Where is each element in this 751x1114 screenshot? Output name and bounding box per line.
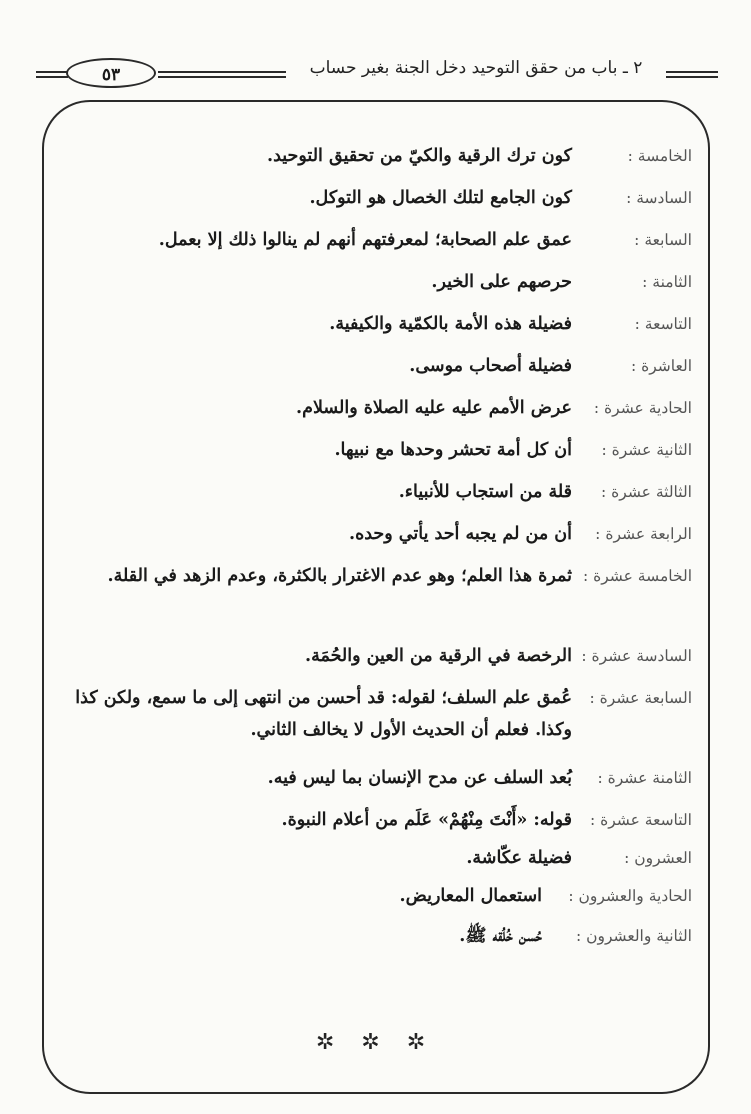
item-text: ثمرة هذا العلم؛ وهو عدم الاغترار بالكثرة، وعدم الزهد في القلة.: [107, 566, 572, 586]
item-label: العاشرة :: [631, 350, 692, 382]
item-text: كون ترك الرقية والكيّ من تحقيق التوحيد.: [267, 146, 572, 166]
section-end-ornament: ✲ ✲ ✲: [315, 1030, 436, 1055]
item-text: الرخصة في الرقية من العين والحُمَة.: [305, 646, 572, 666]
item-text: فضيلة عكّاشة.: [466, 848, 572, 868]
page-number: ٥٣: [66, 58, 156, 88]
header-rule-left: [36, 71, 68, 78]
item-text: فضيلة أصحاب موسى.: [409, 356, 572, 376]
item-label: الثانية والعشرون :: [576, 920, 692, 952]
chapter-title: ٢ ـ باب من حقق التوحيد دخل الجنة بغير حساب: [309, 58, 643, 78]
item-label: الثامنة :: [642, 266, 692, 298]
item-label: السابعة عشرة :: [589, 682, 692, 714]
item-text: كون الجامع لتلك الخصال هو التوكل.: [309, 188, 572, 208]
item-label: الرابعة عشرة :: [595, 518, 692, 550]
page-header: [0, 0, 751, 110]
item-label: العشرون :: [624, 842, 692, 874]
item-label: التاسعة عشرة :: [590, 804, 692, 836]
item-label: الخامسة عشرة :: [583, 560, 692, 592]
item-label: السادسة :: [626, 182, 692, 214]
header-rule-middle: [158, 71, 286, 78]
item-text: بُعد السلف عن مدح الإنسان بما ليس فيه.: [267, 768, 572, 788]
item-text: فضيلة هذه الأمة بالكمّية والكيفية.: [329, 314, 572, 334]
item-label: الثانية عشرة :: [601, 434, 692, 466]
item-text: قلة من استجاب للأنبياء.: [398, 482, 572, 502]
item-text: عرض الأمم عليه عليه الصلاة والسلام.: [296, 398, 572, 418]
item-label: التاسعة :: [635, 308, 692, 340]
header-rule-right: [666, 71, 718, 78]
item-text: عُمق علم السلف؛ لقوله: قد أحسن من انتهى إلى ما سمع، ولكن كذا وكذا. فعلم أن الحديث الأول لا يخالف الثاني.: [75, 688, 572, 740]
item-text: قوله: «أَنْتَ مِنْهُمْ» عَلَم من أعلام النبوة.: [281, 810, 572, 830]
item-label: الثامنة عشرة :: [597, 762, 692, 794]
item-label: الحادية والعشرون :: [568, 880, 692, 912]
item-text: أن من لم يجبه أحد يأتي وحده.: [348, 524, 572, 544]
item-label: الخامسة :: [628, 140, 692, 172]
item-text: استعمال المعاريض.: [399, 886, 542, 906]
item-label: الحادية عشرة :: [594, 392, 692, 424]
item-label: الثالثة عشرة :: [601, 476, 692, 508]
item-text: عمق علم الصحابة؛ لمعرفتهم أنهم لم ينالوا ذلك إلا بعمل.: [158, 230, 572, 250]
item-text: حُسن خُلُقه ﷺ.: [459, 926, 542, 946]
item-text: حرصهم على الخير.: [431, 272, 572, 292]
item-label: السابعة :: [634, 224, 692, 256]
item-text: أن كل أمة تحشر وحدها مع نبيها.: [334, 440, 572, 460]
item-label: السادسة عشرة :: [581, 640, 692, 672]
